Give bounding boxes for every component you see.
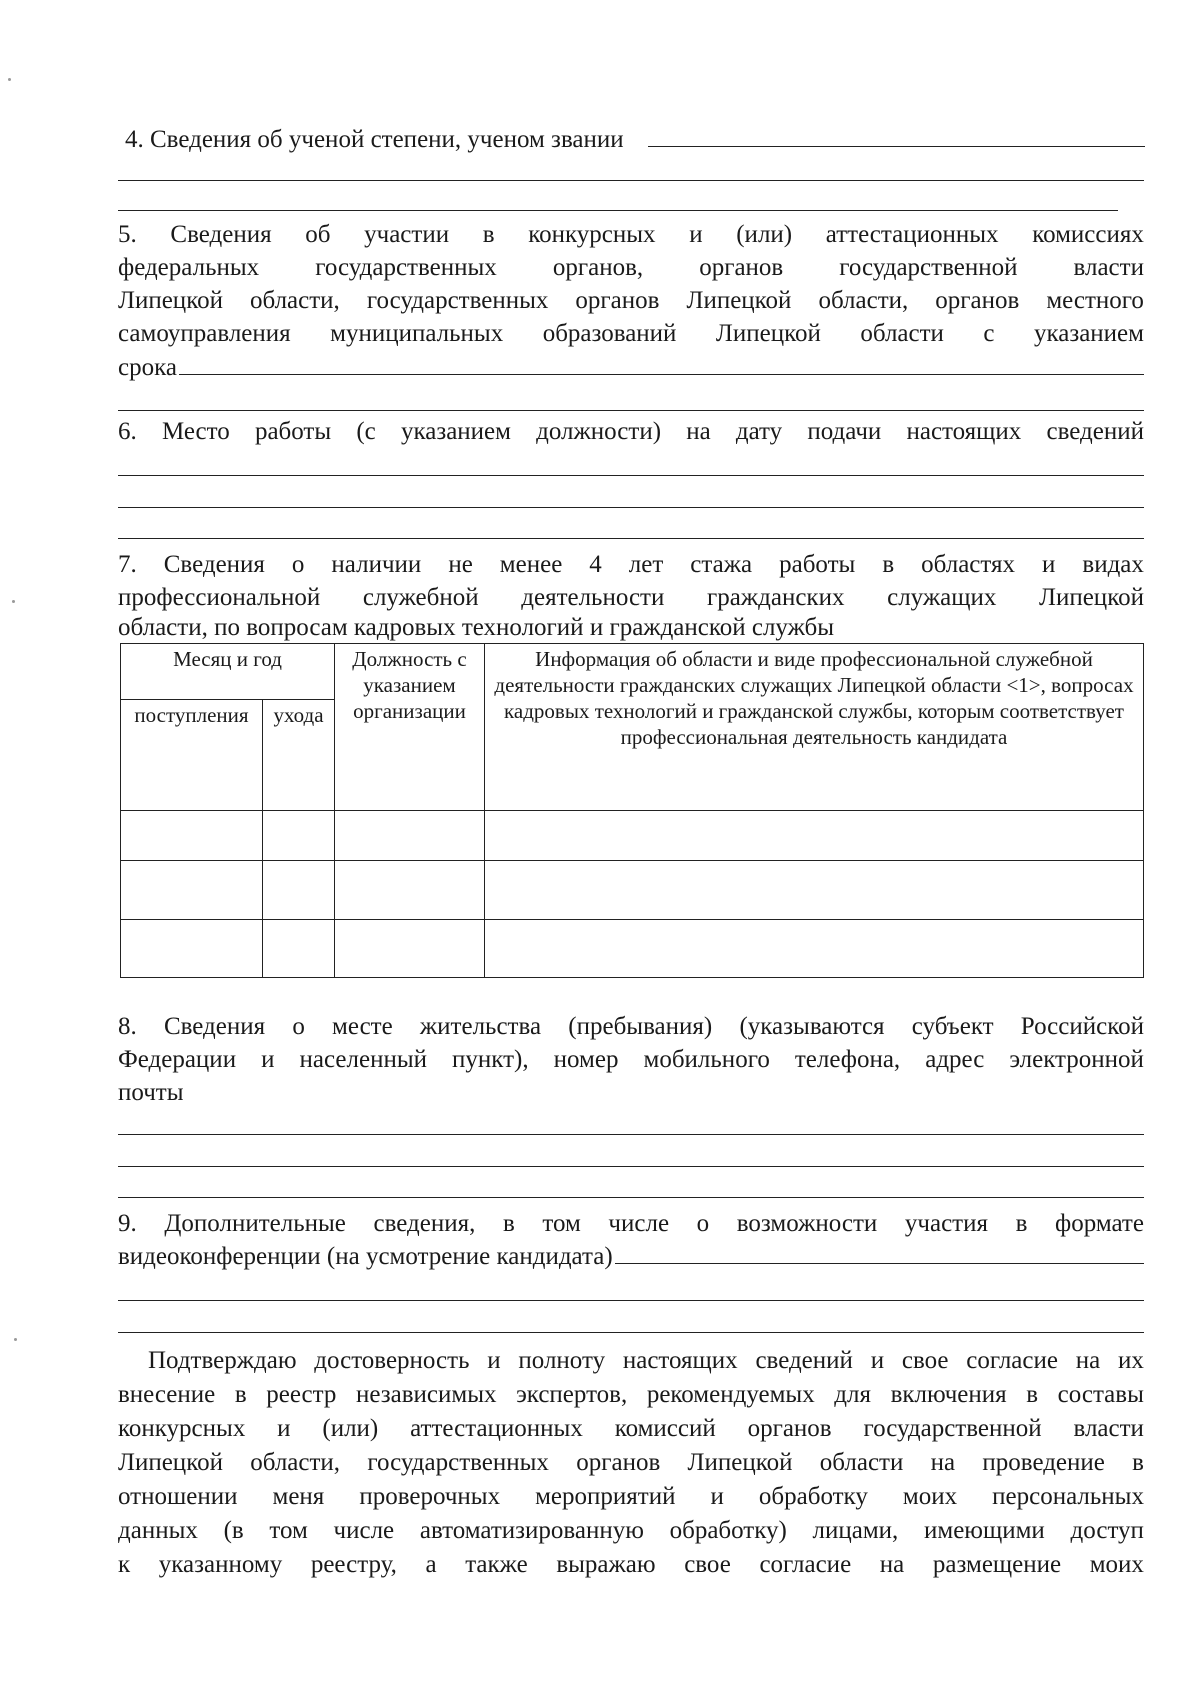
header-info: Информация об области и виде профессиональной служебной деятельности гражданских служащих Липецкой области <1>, вопросах кадровых технологий и гражданской службы, которым соответствует профессиональная деятельность кандидата	[485, 644, 1144, 811]
table-cell[interactable]	[335, 861, 485, 919]
header-exit: ухода	[263, 700, 335, 811]
table-cell[interactable]	[263, 861, 335, 919]
consent-line-7: к указанному реестру, а также выражаю свое согласие на размещение моих	[118, 1551, 1144, 1578]
consent-line-4: Липецкой области, государственных органов Липецкой области на проведение в	[118, 1449, 1144, 1476]
scan-speck	[12, 600, 15, 603]
consent-line-1: Подтверждаю достоверность и полноту настоящих сведений и свое согласие на их	[148, 1347, 1144, 1374]
section-5-line-2: федеральных государственных органов, органов государственной власти	[118, 254, 1144, 281]
section-6-line-1[interactable]	[118, 475, 1144, 476]
section-8-last: почты	[118, 1079, 184, 1106]
section-4-line-3[interactable]	[118, 210, 1118, 211]
table-cell[interactable]	[485, 861, 1144, 919]
table-cell[interactable]	[335, 919, 485, 977]
section-4-row	[125, 124, 1145, 155]
table-cell[interactable]	[335, 810, 485, 860]
section-9-field[interactable]	[615, 1241, 1144, 1264]
table-cell[interactable]	[485, 810, 1144, 860]
section-8-line-1: 8. Сведения о месте жительства (пребывания) (указываются субъект Российской	[118, 1013, 1144, 1040]
table-cell[interactable]	[263, 810, 335, 860]
section-7-line-2: профессиональной служебной деятельности гражданских служащих Липецкой	[118, 584, 1144, 611]
section-8-line-b[interactable]	[118, 1166, 1144, 1167]
consent-line-2: внесение в реестр независимых экспертов, рекомендуемых для включения в составы	[118, 1381, 1144, 1408]
experience-table	[120, 643, 1144, 978]
section-4-label: 4. Сведения об ученой степени, ученом звании	[125, 126, 624, 153]
table-cell[interactable]	[121, 810, 263, 860]
table-cell[interactable]	[263, 919, 335, 977]
table-cell[interactable]	[121, 919, 263, 977]
section-4-line-2[interactable]	[118, 180, 1144, 181]
section-6-line-2[interactable]	[118, 507, 1144, 508]
table-row	[121, 861, 1144, 919]
section-9-line-1: 9. Дополнительные сведения, в том числе о возможности участия в формате	[118, 1210, 1144, 1237]
consent-line-3: конкурсных и (или) аттестационных комиссий органов государственной власти	[118, 1415, 1144, 1442]
section-8-line-a[interactable]	[118, 1134, 1144, 1135]
section-8-line-2: Федерации и населенный пункт), номер мобильного телефона, адрес электронной	[118, 1046, 1144, 1073]
header-position: Должность с указанием организации	[335, 644, 485, 811]
section-9-line-b[interactable]	[118, 1332, 1144, 1333]
consent-line-6: данных (в том числе автоматизированную обработку) лицами, имеющими доступ	[118, 1517, 1144, 1544]
section-5-line-after[interactable]	[118, 410, 1144, 411]
section-6-label: 6. Место работы (с указанием должности) на дату подачи настоящих сведений	[118, 418, 1144, 445]
section-5-line-3: Липецкой области, государственных органов Липецкой области, органов местного	[118, 287, 1144, 314]
section-6-line-3[interactable]	[118, 538, 1144, 539]
section-7-line-1: 7. Сведения о наличии не менее 4 лет стажа работы в областях и видах	[118, 551, 1144, 578]
table-cell[interactable]	[485, 919, 1144, 977]
section-5-last-row	[118, 352, 1144, 383]
section-4-field[interactable]	[648, 124, 1145, 147]
header-entry: поступления	[121, 700, 263, 811]
section-5-line-4: самоуправления муниципальных образований Липецкой области с указанием	[118, 320, 1144, 347]
section-8-line-c[interactable]	[118, 1197, 1144, 1198]
header-month-year: Месяц и год	[121, 644, 335, 700]
section-7-last: области, по вопросам кадровых технологий и гражданской службы	[118, 614, 835, 641]
table-row	[121, 919, 1144, 977]
section-5-field[interactable]	[179, 352, 1144, 375]
section-9-last: видеоконференции (на усмотрение кандидата)	[118, 1243, 613, 1270]
section-5-line-1: 5. Сведения об участии в конкурсных и (или) аттестационных комиссиях	[118, 221, 1144, 248]
section-9-last-row	[118, 1241, 1144, 1272]
section-5-last: срока	[118, 354, 177, 381]
scan-speck	[14, 1338, 17, 1341]
consent-line-5: отношении меня проверочных мероприятий и обработку моих персональных	[118, 1483, 1144, 1510]
scan-speck	[8, 78, 11, 81]
table-row	[121, 810, 1144, 860]
table-cell[interactable]	[121, 861, 263, 919]
section-9-line-a[interactable]	[118, 1300, 1144, 1301]
